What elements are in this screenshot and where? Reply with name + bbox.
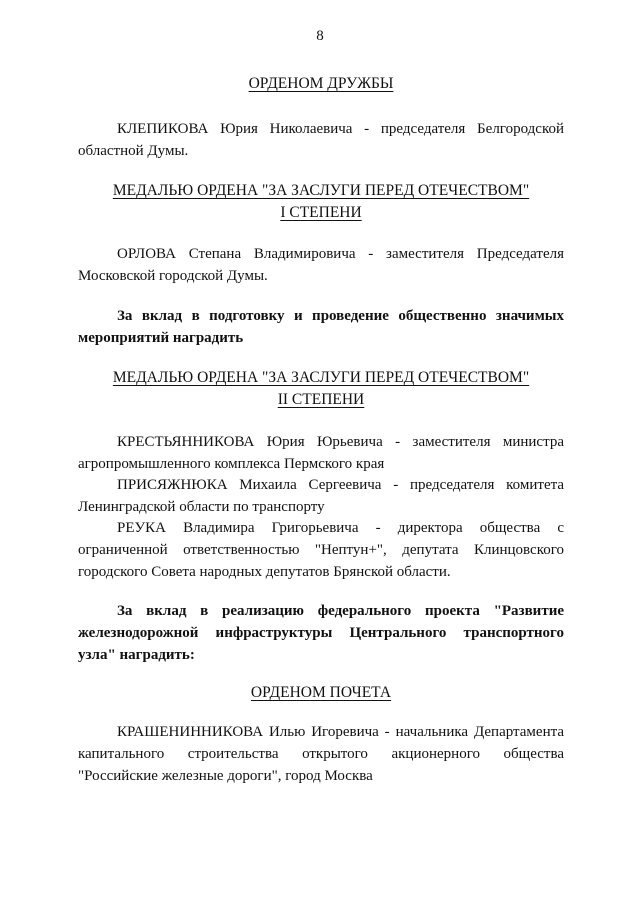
statement-events-contribution: За вклад в подготовку и проведение общественно значимых мероприятий наградить <box>78 308 564 346</box>
awardee-krasheninnikov: КРАШЕНИННИКОВА Илью Игоревича - начальника Департамента капитального строительства открытого акционерного общества "Российские железные дороги", город Москва <box>78 724 564 784</box>
page-number: 8 <box>316 28 324 44</box>
heading-medal-first-degree-line1: МЕДАЛЬЮ ОРДЕНА "ЗА ЗАСЛУГИ ПЕРЕД ОТЕЧЕСТВОМ" <box>112 182 530 199</box>
heading-honor-order: ОРДЕНОМ ПОЧЕТА <box>250 684 392 701</box>
heading-friendship-order: ОРДЕНОМ ДРУЖБЫ <box>248 75 394 92</box>
heading-medal-second-degree-line1: МЕДАЛЬЮ ОРДЕНА "ЗА ЗАСЛУГИ ПЕРЕД ОТЕЧЕСТВОМ" <box>112 369 530 386</box>
awardee-orlov: ОРЛОВА Степана Владимировича - заместителя Председателя Московской городской Думы. <box>78 246 564 284</box>
awardee-reuk: РЕУКА Владимира Григорьевича - директора общества с ограниченной ответственностью "Нептун+", депутата Клинцовского городского Совета народных депутатов Брянской области. <box>78 520 564 580</box>
heading-medal-first-degree-line2: I СТЕПЕНИ <box>280 204 362 221</box>
awardee-klepikov: КЛЕПИКОВА Юрия Николаевича - председателя Белгородской областной Думы. <box>78 121 564 159</box>
statement-railway-project: За вклад в реализацию федерального проекта "Развитие железнодорожной инфраструктуры Центрального транспортного узла" наградить: <box>78 603 564 663</box>
heading-medal-second-degree-line2: II СТЕПЕНИ <box>277 391 365 408</box>
awardee-krestyannikov: КРЕСТЬЯННИКОВА Юрия Юрьевича - заместителя министра агропромышленного комплекса Пермского края <box>78 434 564 472</box>
awardee-prisyazhnyuk: ПРИСЯЖНЮКА Михаила Сергеевича - председателя комитета Ленинградской области по транспорту <box>78 477 564 515</box>
